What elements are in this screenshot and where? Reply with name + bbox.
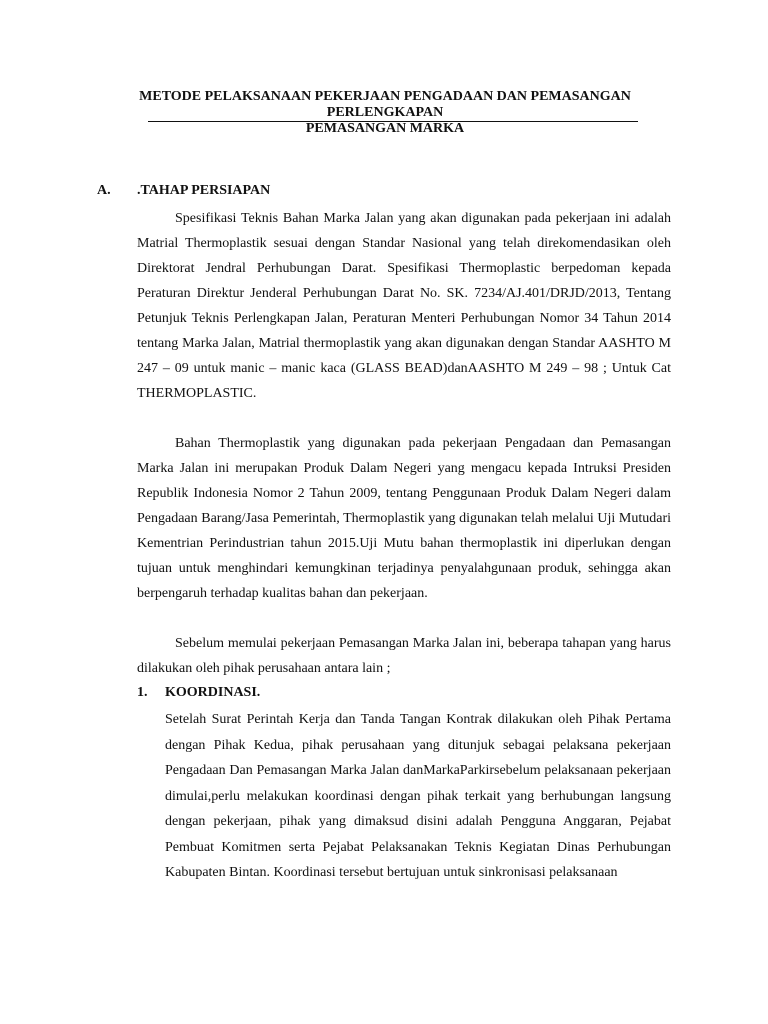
paragraph-2 [137,431,671,606]
subsection-number: 1. [137,685,148,700]
document-title-line-1: METODE PELAKSANAAN PEKERJAAN PENGADAAN DAN PEMASANGAN [139,89,631,104]
subsection-text: Setelah Surat Perintah Kerja dan Tanda Tangan Kontrak dilakukan oleh Pihak Pertama dengan Pihak Kedua, pihak perusahaan yang ditunjuk sebagai pelaksana pekerjaan Pengadaan Dan Pemasangan Marka Jalan danMarkaParkirsebelum pelaksanaan pekerjaan dimulai,perlu melakukan koordinasi dengan pihak terkait yang berhubungan langsung dengan pekerjaan, pihak yang dimaksud disini adalah Pengguna Anggaran, Pejabat Pembuat Komitmen serta Pejabat Pelaksanakan Teknis Kegiatan Dinas Perhubungan Kabupaten Bintan. Koordinasi tersebut bertujuan untuk sinkronisasi pelaksanaan [165,712,671,880]
paragraph-1 [137,206,671,406]
document-title-line-2: PERLENGKAPAN [326,105,444,120]
paragraph-1-text: Spesifikasi Teknis Bahan Marka Jalan yang akan digunakan pada pekerjaan ini adalah Matrial Thermoplastik sesuai dengan Standar Nasional yang telah direkomendasikan oleh Direktorat Jendral Perhubungan Darat. Spesifikasi Thermoplastic berpedoman kepada Peraturan Direktur Jenderal Perhubungan Darat No. SK. 7234/AJ.401/DRJD/2013, Tentang Petunjuk Teknis Perlengkapan Jalan, Peraturan Menteri Perhubungan Nomor 34 Tahun 2014 tentang Marka Jalan, Matrial thermoplastik yang akan digunakan dengan Standar AASHTO M 247 – 09 untuk manic – manic kaca (GLASS BEAD)danAASHTO M 249 – 98 ; Untuk Cat THERMOPLASTIC. [137,211,671,401]
subsection-title: KOORDINASI. [165,685,261,700]
section-title: .TAHAP PERSIAPAN [137,183,271,198]
section-letter: A. [97,183,111,198]
paragraph-3-text: Sebelum memulai pekerjaan Pemasangan Marka Jalan ini, beberapa tahapan yang harus dilakukan oleh pihak perusahaan antara lain ; [137,636,671,676]
document-title-line-3: PEMASANGAN MARKA [305,121,465,136]
paragraph-2-text: Bahan Thermoplastik yang digunakan pada pekerjaan Pengadaan dan Pemasangan Marka Jalan ini merupakan Produk Dalam Negeri yang mengacu kepada Intruksi Presiden Republik Indonesia Nomor 2 Tahun 2009, tentang Penggunaan Produk Dalam Negeri dalam Pengadaan Barang/Jasa Pemerintah, Thermoplastik yang digunakan telah melalui Uji Mutudari Kementrian Perindustrian tahun 2015.Uji Mutu bahan thermoplastik ini diperlukan dengan tujuan untuk menghindari kemungkinan terjadinya penyalahgunaan produk, sehingga akan berpengaruh terhadap kualitas bahan dan pekerjaan. [137,436,671,601]
paragraph-3 [137,631,671,681]
